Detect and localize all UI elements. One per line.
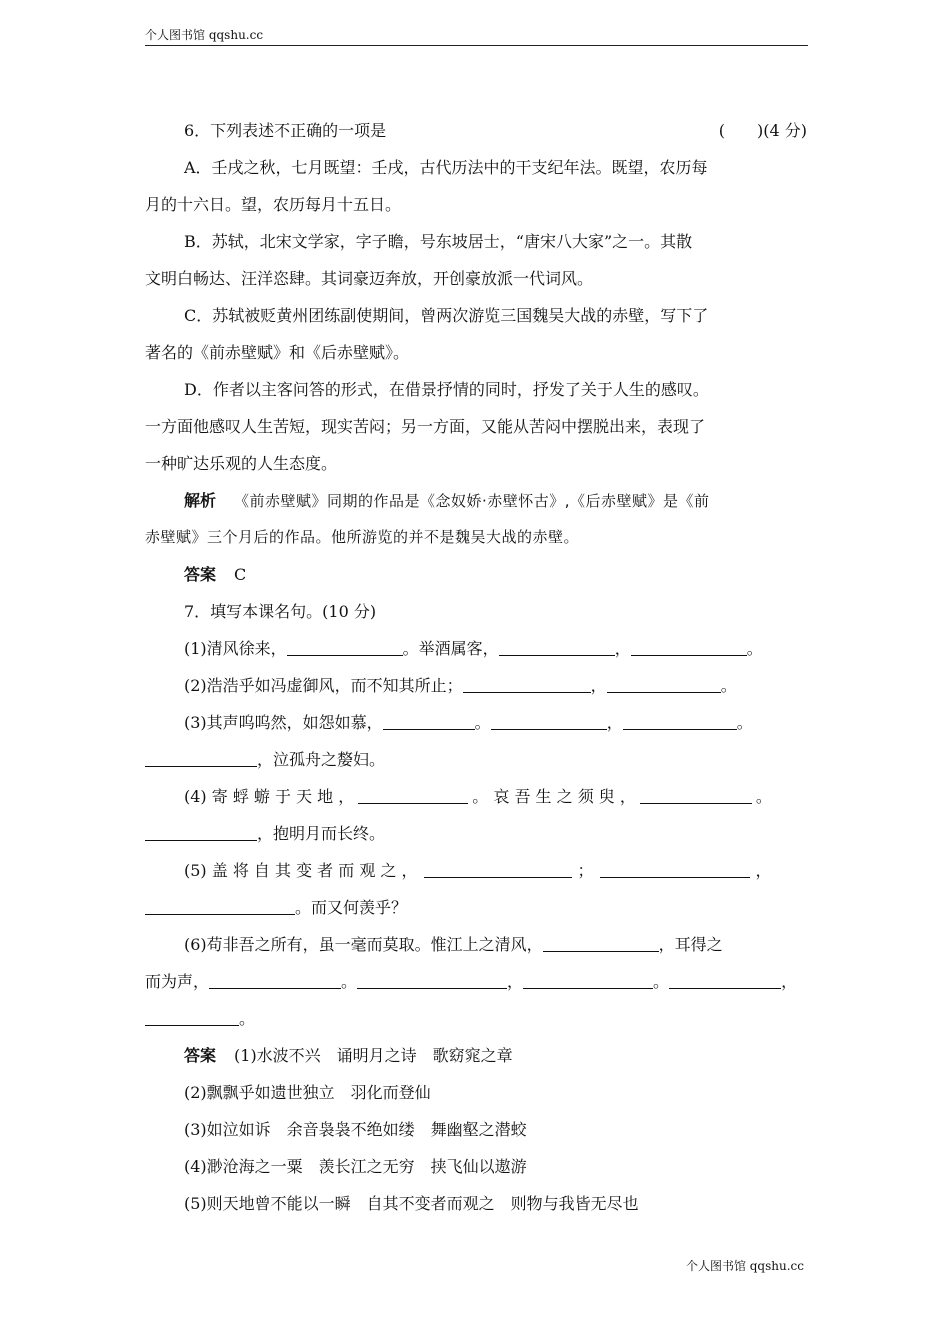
q7-item-1-text-c: ， — [614, 639, 631, 658]
fill-blank[interactable] — [623, 707, 737, 730]
page-header — [145, 27, 808, 46]
q6-option-b-line-1: B．苏轼，北宋文学家，字子瞻，号东坡居士，“唐宋八大家”之一。其散 — [184, 232, 693, 251]
fill-blank[interactable] — [631, 633, 747, 656]
q7-item-6-cont-2 — [145, 1000, 807, 1037]
q7-item-1 — [145, 630, 807, 667]
q6-stem-line — [145, 112, 807, 149]
q7-item-6 — [145, 926, 807, 963]
q7-item-4-text-a: (4) 寄 蜉 蝣 于 天 地 ， — [184, 787, 355, 806]
q6-analysis-line-1 — [145, 482, 807, 519]
fill-blank[interactable] — [145, 892, 295, 915]
q7-item-4-text-b: 。 哀 吾 生 之 须 臾 ， — [472, 787, 636, 806]
q7-answer-line-1 — [145, 1037, 807, 1074]
q7-item-6-text-a: (6)苟非吾之所有，虽一毫而莫取。惟江上之清风， — [184, 935, 543, 954]
q7-item-3 — [145, 704, 807, 741]
q7-item-6-text-d: 。 — [341, 972, 358, 991]
q7-item-3-text-e: ，泣孤舟之嫠妇。 — [257, 750, 386, 769]
fill-blank[interactable] — [607, 670, 721, 693]
q7-item-6-text-h: 。 — [239, 1009, 256, 1028]
header-text: 个人图书馆 qqshu.cc — [145, 28, 264, 42]
fill-blank[interactable] — [145, 818, 257, 841]
fill-blank[interactable] — [145, 1003, 239, 1026]
q7-item-5-text-d: 。而又何羡乎？ — [295, 898, 408, 917]
q6-option-a-line-1: A．壬戌之秋，七月既望：壬戌，古代历法中的干支纪年法。既望，农历每 — [184, 158, 708, 177]
q7-item-6-text-b: ，耳得之 — [658, 935, 723, 954]
q6-option-a-line-2: 月的十六日。望，农历每月十五日。 — [145, 195, 402, 214]
fill-blank[interactable] — [145, 744, 257, 767]
q6-answer-line — [145, 556, 807, 593]
q7-item-3-text-b: 。 — [474, 713, 491, 732]
q6-analysis-line-2: 赤壁赋》三个月后的作品。他所游览的并不是魏吴大战的赤壁。 — [145, 528, 580, 546]
q6-option-d-line-2: 一方面他感叹人生苦短，现实苦闷；另一方面，又能从苦闷中摆脱出来，表现了 — [145, 417, 706, 436]
q6-score: ( )(4 分) — [718, 121, 807, 140]
footer-text: 个人图书馆 qqshu.cc — [685, 1259, 804, 1273]
q7-answer-1: (1)水波不兴 诵明月之诗 歌窈窕之章 — [234, 1046, 513, 1065]
document-body — [145, 112, 807, 1222]
q7-stem: 7．填写本课名句。(10 分) — [184, 602, 377, 621]
q7-item-3-cont — [145, 741, 807, 778]
q7-item-6-text-f: 。 — [653, 972, 670, 991]
page-footer — [686, 1258, 804, 1274]
q7-item-1-text-d: 。 — [746, 639, 763, 658]
fill-blank[interactable] — [640, 781, 752, 804]
q7-item-6-text-e: ， — [507, 972, 524, 991]
q7-item-1-text-a: (1)清风徐来， — [184, 639, 287, 658]
analysis-text-1: 《前赤壁赋》同期的作品是《念奴娇·赤壁怀古》,《后赤壁赋》是《前 — [234, 492, 710, 510]
q7-item-3-text-a: (3)其声呜呜然，如怨如慕， — [184, 713, 383, 732]
q7-item-3-text-c: ， — [606, 713, 623, 732]
q7-answer-label: 答案 — [184, 1046, 217, 1065]
fill-blank[interactable] — [357, 966, 507, 989]
q6-option-d-line-1: D．作者以主客问答的形式，在借景抒情的同时，抒发了关于人生的感叹。 — [184, 380, 709, 399]
fill-blank[interactable] — [600, 855, 750, 878]
q6-answer-label: 答案 — [184, 565, 217, 584]
q7-item-2-text-c: 。 — [720, 676, 737, 695]
fill-blank[interactable] — [424, 855, 572, 878]
fill-blank[interactable] — [523, 966, 653, 989]
q7-item-4 — [145, 778, 807, 815]
q7-item-6-text-c: 而为声， — [145, 972, 210, 991]
q7-item-5-cont — [145, 889, 807, 926]
fill-blank[interactable] — [358, 781, 468, 804]
q7-item-5 — [145, 852, 807, 889]
q7-item-2-text-b: ， — [590, 676, 607, 695]
analysis-label: 解析 — [184, 491, 217, 510]
q7-item-5-text-a: (5) 盖 将 自 其 变 者 而 观 之 ， — [184, 861, 418, 880]
fill-blank[interactable] — [491, 707, 607, 730]
q7-item-2 — [145, 667, 807, 704]
q7-answer-4: (4)渺沧海之一粟 羡长江之无穷 挟飞仙以遨游 — [184, 1157, 527, 1176]
fill-blank[interactable] — [463, 670, 591, 693]
fill-blank[interactable] — [669, 966, 781, 989]
q7-item-4-cont — [145, 815, 807, 852]
q7-item-5-text-c: ， — [755, 861, 772, 880]
q7-item-5-text-b: ； — [577, 861, 594, 880]
q7-item-6-text-g: ， — [781, 972, 798, 991]
fill-blank[interactable] — [383, 707, 475, 730]
fill-blank[interactable] — [287, 633, 403, 656]
q6-option-c-line-1: C．苏轼被贬黄州团练副使期间，曾两次游览三国魏吴大战的赤壁，写下了 — [184, 306, 709, 325]
q7-item-2-text-a: (2)浩浩乎如冯虚御风，而不知其所止； — [184, 676, 463, 695]
q6-answer: C — [234, 565, 247, 584]
q7-answer-2: (2)飘飘乎如遗世独立 羽化而登仙 — [184, 1083, 431, 1102]
q6-stem: 6．下列表述不正确的一项是 — [184, 121, 387, 140]
q7-item-4-text-c: 。 — [755, 787, 772, 806]
fill-blank[interactable] — [543, 929, 659, 952]
q7-item-6-cont-1 — [145, 963, 807, 1000]
q7-item-3-text-d: 。 — [736, 713, 753, 732]
q6-option-b-line-2: 文明白畅达、汪洋恣肆。其词豪迈奔放，开创豪放派一代词风。 — [145, 269, 594, 288]
q6-option-c-line-2: 著名的《前赤壁赋》和《后赤壁赋》。 — [145, 343, 410, 362]
q7-item-4-text-d: ，抱明月而长终。 — [257, 824, 386, 843]
q6-option-d-line-3: 一种旷达乐观的人生态度。 — [145, 454, 338, 473]
q7-answer-5: (5)则天地曾不能以一瞬 自其不变者而观之 则物与我皆无尽也 — [184, 1194, 639, 1213]
fill-blank[interactable] — [499, 633, 615, 656]
q7-item-1-text-b: 。举酒属客， — [402, 639, 499, 658]
q7-answer-3: (3)如泣如诉 余音袅袅不绝如缕 舞幽壑之潜蛟 — [184, 1120, 527, 1139]
fill-blank[interactable] — [209, 966, 341, 989]
